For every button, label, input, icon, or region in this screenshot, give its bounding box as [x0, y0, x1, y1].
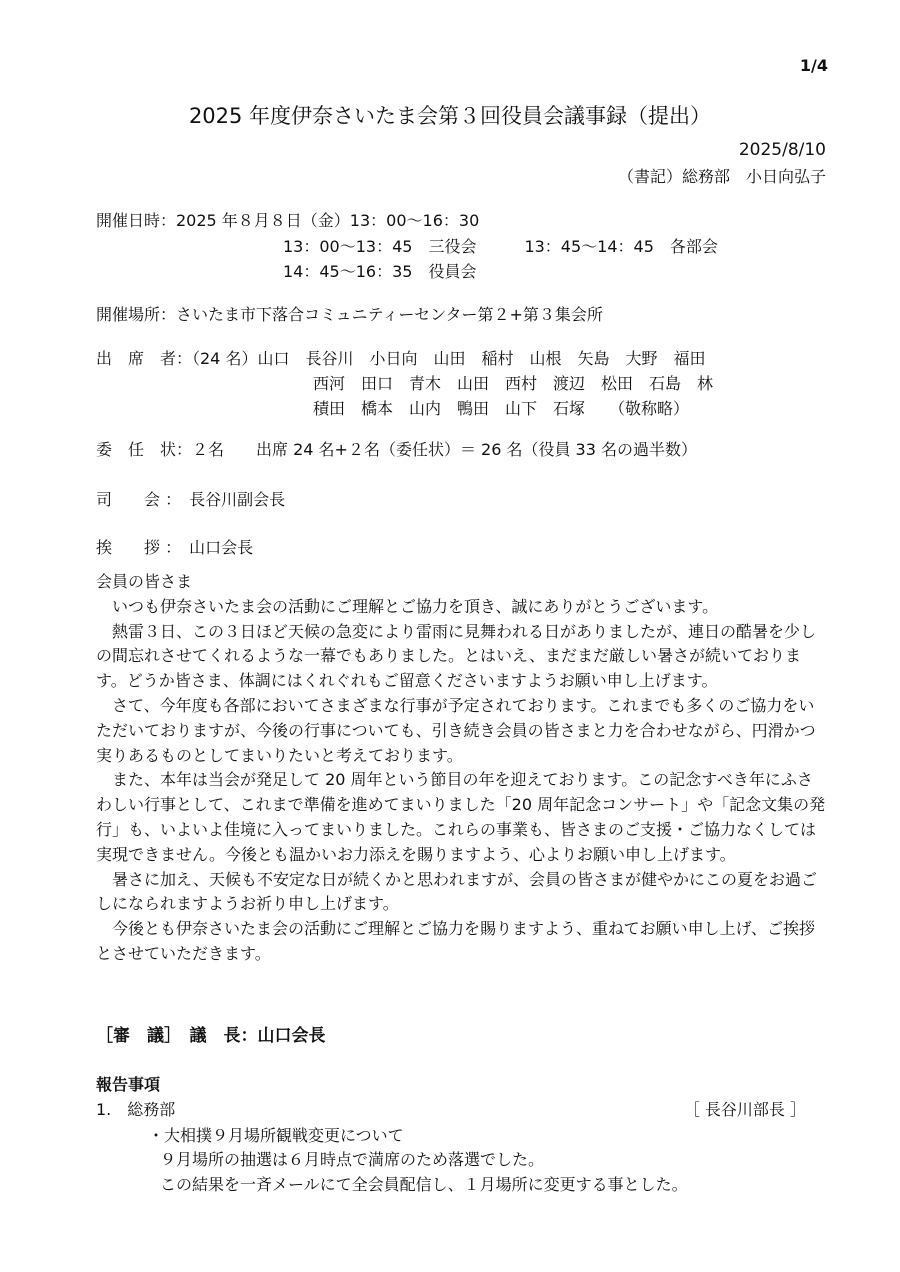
- report-item-row: [96, 1097, 806, 1120]
- greeting-paragraph: さて、今年度も各部においてさまざまな行事が予定されております。これまでも多くのご協力をいただいておりますが、今後の行事についても、引き続き会員の皆さまと力を合わせながら、円滑かつ実りあるものとしてまいりたいと考えております。: [96, 695, 816, 765]
- schedule-line-2: 14：45～16：35 役員会: [283, 262, 477, 281]
- report-heading: 報告事項: [96, 1075, 161, 1094]
- report-item-label: 1. 総務部: [96, 1100, 176, 1119]
- report-item-owner: ［ 長谷川部長 ］: [683, 1100, 806, 1119]
- document-date: 2025/8/10: [738, 140, 826, 160]
- attendees-line-3: 積田 橋本 山内 鴨田 山下 石塚 （敬称略）: [313, 399, 690, 418]
- report-detail-1: ９月場所の抽選は６月時点で満席のため落選でした。: [160, 1150, 545, 1169]
- attendees-line-2: 西河 田口 青木 山田 西村 渡辺 松田 石島 林: [313, 374, 714, 393]
- document-title: 2025 年度伊奈さいたま会第３回役員会議事録（提出）: [188, 104, 712, 128]
- meeting-venue: 開催場所：さいたま市下落合コミュニティーセンター第２+第３集会所: [96, 305, 603, 324]
- meeting-datetime: 開催日時：2025 年８月８日（金）13：00～16：30: [96, 211, 480, 230]
- greeting-paragraph: 熱雷３日、この３日ほど天候の急変により雷雨に見舞われる日がありましたが、連日の酷暑を少しの間忘れさせてくれるような一幕でもありました。とはいえ、まだまだ厳しい暑さが続いております。どうか皆さま、体調にはくれぐれもご留意くださいますようお願い申し上げます。: [96, 621, 817, 691]
- report-bullet: ・大相撲９月場所観戦変更について: [148, 1126, 404, 1145]
- page-number: 1/4: [799, 56, 828, 75]
- deliberation-heading: ［審 議］ 議 長：山口会長: [96, 1026, 326, 1046]
- proxy-line: 委 任 状：２名 出席 24 名+２名（委任状）＝ 26 名（役員 33 名の過半数）: [96, 440, 698, 459]
- greeting-paragraph: 今後とも伊奈さいたま会の活動にご理解とご協力を賜りますよう、重ねてお願い申し上げ、ご挨拶とさせていただきます。: [96, 919, 815, 963]
- attendees-line-1: 出 席 者：（24 名）山口 長谷川 小日向 山田 稲村 山根 矢島 大野 福田: [96, 349, 706, 368]
- greeting-paragraph: 暑さに加え、天候も不安定な日が続くかと思われますが、会員の皆さまが健やかにこの夏をお過ごしになられますようお祈り申し上げます。: [96, 869, 817, 914]
- schedule-line-1: 13：00～13：45 三役会 13：45～14：45 各部会: [283, 237, 718, 256]
- chair-line: 司 会 ： 長谷川副会長: [96, 490, 286, 509]
- greeting-paragraph: また、本年は当会が発足して 20 周年という節目の年を迎えております。この記念すべき年にふさわしい行事として、これまで準備を進めてまいりました「20 周年記念コンサート」や「記念文集の発行」も、いよいよ佳境に入ってまいりました。これらの事業も、皆さまのご支援・ご協力なくしては実現できません。今後とも温かいお力添えを賜りますよう、心よりお願い申し上げます。: [96, 770, 826, 864]
- greeting-line: 挨 拶 ： 山口会長: [96, 538, 254, 557]
- greeting-paragraph: いつも伊奈さいたま会の活動にご理解とご協力を頂き、誠にありがとうございます。: [112, 596, 719, 616]
- greeting-body: [96, 570, 826, 967]
- greeting-salutation: 会員の皆さま: [96, 572, 193, 591]
- report-detail-2: この結果を一斉メールにて全会員配信し、１月場所に変更する事とした。: [160, 1175, 688, 1194]
- secretary-line: （書記）総務部 小日向弘子: [617, 167, 826, 186]
